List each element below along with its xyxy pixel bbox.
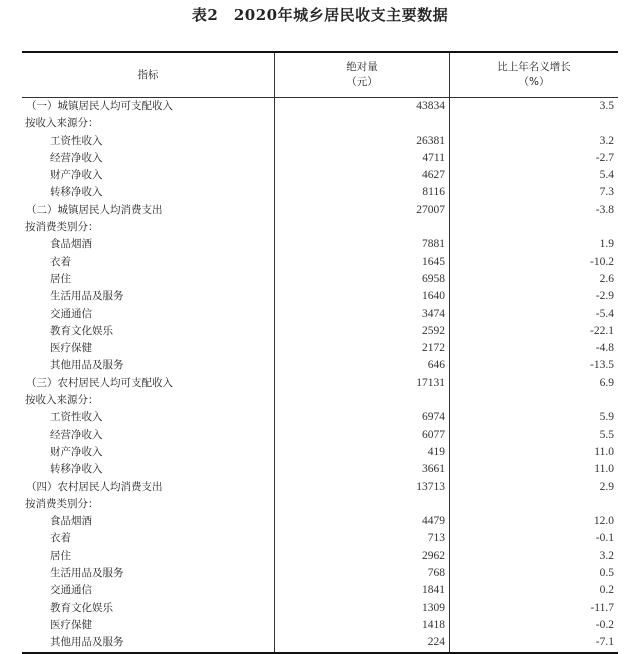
row-label: 按收入来源分： [25, 394, 99, 407]
table-row [22, 236, 618, 253]
header-growth-label: 比上年名义增长 [497, 61, 571, 73]
table-row [22, 634, 618, 651]
header-growth-unit: （%） [518, 76, 550, 88]
row-absolute-value: 26381 [274, 133, 450, 150]
row-growth-value: 3.2 [599, 134, 614, 147]
header-indicator [22, 53, 274, 97]
header-absolute [274, 53, 450, 97]
row-label: 居住 [50, 272, 71, 285]
table-row [22, 202, 618, 219]
row-growth-value: 11.0 [594, 463, 614, 476]
row-absolute-value: 1841 [274, 582, 450, 599]
row-absolute-value: 1640 [274, 288, 450, 305]
table-row [22, 133, 618, 150]
table-row [22, 479, 618, 496]
row-label: 经营净收入 [50, 151, 103, 164]
table-row [22, 496, 618, 513]
row-absolute-value [274, 219, 450, 236]
row-absolute-value: 43834 [274, 98, 450, 115]
table-title: 表2 2020年城乡居民收支主要数据 [191, 6, 449, 24]
row-growth-value: -22.1 [590, 324, 614, 337]
row-label: 食品烟酒 [50, 238, 92, 251]
row-absolute-value: 8116 [274, 184, 450, 201]
table-row [22, 98, 618, 115]
row-absolute-value: 13713 [274, 479, 450, 496]
row-absolute-value: 4479 [274, 513, 450, 530]
table-row [22, 115, 618, 132]
row-growth-value: 2.9 [599, 480, 614, 493]
table-row [22, 409, 618, 426]
table-row [22, 375, 618, 392]
row-absolute-value: 6077 [274, 427, 450, 444]
row-label: 居住 [50, 549, 71, 562]
row-growth-value: -2.9 [595, 290, 614, 303]
row-growth-value: 3.5 [599, 100, 614, 112]
row-growth-value: 2.6 [599, 272, 614, 285]
table-row [22, 600, 618, 617]
row-absolute-value: 1309 [274, 600, 450, 617]
row-absolute-value: 17131 [274, 375, 450, 392]
table-row [22, 167, 618, 184]
header-absolute-unit: （元） [346, 76, 378, 88]
table-row [22, 427, 618, 444]
row-growth-value [450, 496, 618, 513]
data-table [22, 51, 618, 654]
row-growth-value [450, 392, 618, 409]
row-growth-value: -0.2 [595, 618, 614, 631]
row-absolute-value: 2172 [274, 340, 450, 357]
row-label: 衣着 [50, 255, 71, 268]
row-growth-value [450, 219, 618, 236]
row-label: （二）城镇居民人均消费支出 [26, 203, 163, 216]
table-row [22, 357, 618, 374]
row-label: 转移净收入 [50, 463, 103, 476]
row-absolute-value: 6974 [274, 409, 450, 426]
row-label: 衣着 [50, 532, 71, 545]
row-label: 医疗保健 [50, 618, 92, 631]
row-growth-value: 11.0 [594, 445, 614, 458]
row-growth-value: 3.2 [599, 549, 614, 562]
row-absolute-value: 27007 [274, 202, 450, 219]
row-growth-value: -10.2 [590, 255, 614, 268]
table-row [22, 530, 618, 547]
table-row [22, 617, 618, 634]
row-label: 财产净收入 [50, 169, 103, 182]
row-growth-value [450, 115, 618, 132]
row-absolute-value: 4711 [274, 150, 450, 167]
row-growth-value: 5.9 [599, 411, 614, 424]
row-absolute-value: 3661 [274, 461, 450, 478]
row-growth-value: -13.5 [590, 359, 614, 372]
table-row [22, 513, 618, 530]
row-absolute-value: 3474 [274, 306, 450, 323]
row-growth-value: 0.5 [599, 567, 614, 580]
table-body [22, 98, 618, 652]
row-absolute-value: 224 [274, 634, 450, 651]
row-label: 按消费类别分： [25, 497, 99, 510]
table-row [22, 444, 618, 461]
row-absolute-value: 2962 [274, 548, 450, 565]
row-growth-value: -7.1 [595, 636, 614, 649]
row-growth-value: -2.7 [595, 151, 614, 164]
row-label: 生活用品及服务 [50, 290, 124, 303]
row-absolute-value: 4627 [274, 167, 450, 184]
row-growth-value: -3.8 [595, 203, 614, 216]
row-absolute-value: 7881 [274, 236, 450, 253]
row-label: 经营净收入 [50, 428, 103, 441]
row-label: 交通通信 [50, 307, 92, 320]
table-row [22, 288, 618, 305]
table-row [22, 254, 618, 271]
table-row [22, 565, 618, 582]
table-row [22, 340, 618, 357]
row-absolute-value: 2592 [274, 323, 450, 340]
row-label: （一）城镇居民人均可支配收入 [26, 100, 173, 112]
row-label: （四）农村居民人均消费支出 [26, 480, 163, 493]
header-absolute-label: 绝对量 [346, 61, 378, 73]
row-growth-value: 7.3 [599, 186, 614, 199]
row-label: 按消费类别分： [25, 221, 99, 234]
table-row [22, 548, 618, 565]
row-label: 按收入来源分： [25, 117, 99, 130]
row-label: 其他用品及服务 [50, 359, 124, 372]
header-growth [450, 53, 618, 97]
table-row [22, 306, 618, 323]
table-row [22, 184, 618, 201]
row-growth-value: 0.2 [599, 584, 614, 597]
row-label: 其他用品及服务 [50, 636, 124, 649]
header-indicator-label: 指标 [137, 68, 159, 81]
table-row [22, 323, 618, 340]
row-growth-value: 12.0 [593, 515, 614, 528]
row-growth-value: 5.4 [599, 169, 614, 182]
row-label: 工资性收入 [50, 134, 103, 147]
row-label: 财产净收入 [50, 445, 103, 458]
row-absolute-value: 1645 [274, 254, 450, 271]
row-label: 交通通信 [50, 584, 92, 597]
row-absolute-value [274, 496, 450, 513]
row-growth-value: -4.8 [595, 342, 614, 355]
row-absolute-value: 713 [274, 530, 450, 547]
row-absolute-value: 419 [274, 444, 450, 461]
row-growth-value: 5.5 [599, 428, 614, 441]
row-label: （三）农村居民人均可支配收入 [26, 376, 173, 389]
table-row [22, 219, 618, 236]
table-row [22, 461, 618, 478]
row-absolute-value: 1418 [274, 617, 450, 634]
row-growth-value: -0.1 [595, 532, 614, 545]
table-row [22, 582, 618, 599]
table-row [22, 150, 618, 167]
row-absolute-value [274, 392, 450, 409]
row-growth-value: -11.7 [590, 601, 614, 614]
table-row [22, 271, 618, 288]
row-label: 教育文化娱乐 [50, 324, 113, 337]
row-label: 生活用品及服务 [50, 567, 124, 580]
row-label: 教育文化娱乐 [50, 601, 113, 614]
row-label: 食品烟酒 [50, 515, 92, 528]
row-label: 工资性收入 [50, 411, 103, 424]
row-label: 医疗保健 [50, 342, 92, 355]
row-absolute-value: 768 [274, 565, 450, 582]
row-absolute-value: 646 [274, 357, 450, 374]
row-growth-value: 6.9 [599, 376, 614, 389]
row-absolute-value: 6958 [274, 271, 450, 288]
table-row [22, 392, 618, 409]
table-header [22, 53, 618, 98]
row-absolute-value [274, 115, 450, 132]
row-growth-value: -5.4 [595, 307, 614, 320]
row-growth-value: 1.9 [599, 238, 614, 251]
row-label: 转移净收入 [50, 186, 103, 199]
